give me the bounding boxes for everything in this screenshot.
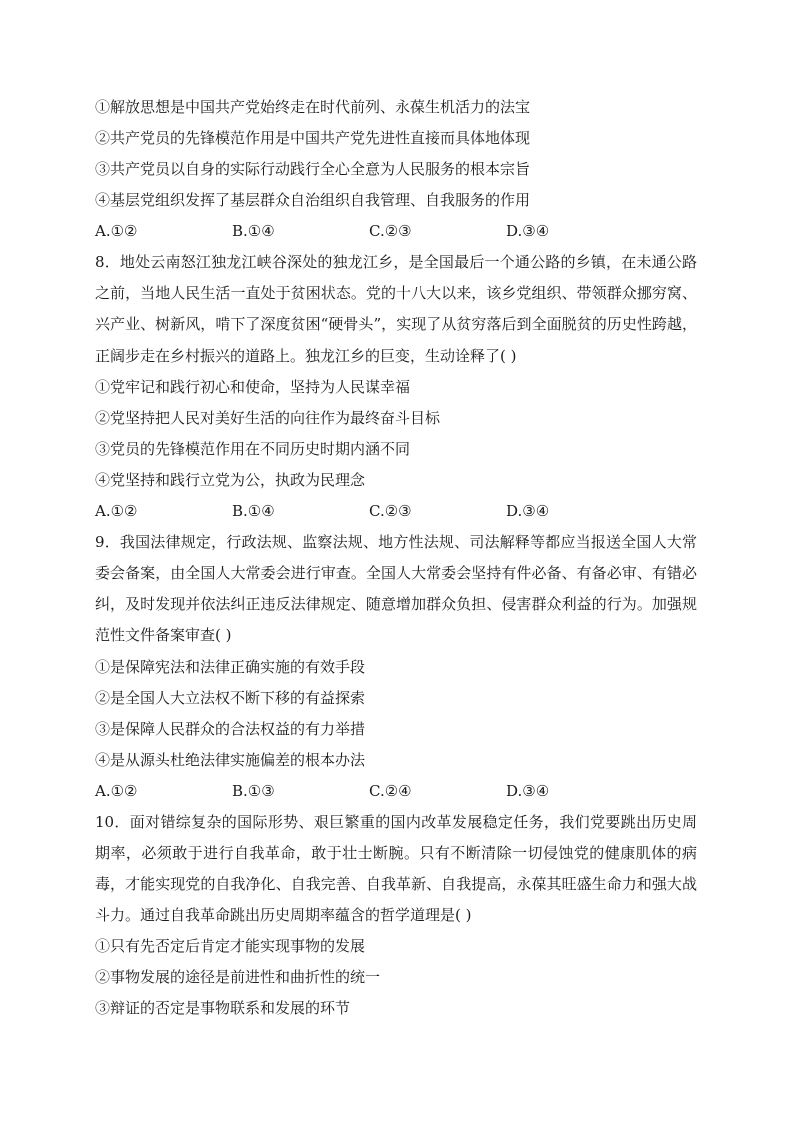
q8-stem: 8．地处云南怒江独龙江峡谷深处的独龙江乡，是全国最后一个通公路的乡镇，在未通公路之前，当地人民生活一直处于贫困状态。党的十八大以来，该乡党组织、带领群众挪穷窝、兴产业、树新风，啃下了深度贫困“硬骨头”，实现了从贫穷落后到全面脱贫的历史性跨越，正阔步走在乡村振兴的道路上。独龙江乡的巨变，生动诠释了( ) bbox=[95, 253, 697, 365]
q7-option-3: ③共产党员以自身的实际行动践行全心全意为人民服务的根本宗旨 bbox=[95, 160, 531, 178]
q7-choices bbox=[95, 216, 697, 247]
q10-option-2: ②事物发展的途径是前进性和曲折性的统一 bbox=[95, 968, 381, 987]
q9-choices bbox=[95, 776, 697, 807]
q8-choice-b: B.①④ bbox=[232, 501, 275, 520]
q7-choice-a: A.①② bbox=[95, 222, 138, 240]
q9-option-4: ④是从源头杜绝法律实施偏差的根本办法 bbox=[95, 750, 366, 769]
q9-choice-c: C.②④ bbox=[369, 781, 412, 800]
q10-option-3: ③辩证的否定是事物联系和发展的环节 bbox=[95, 999, 351, 1018]
q9-choice-b: B.①③ bbox=[232, 781, 275, 800]
q8-option-2: ②党坚持把人民对美好生活的向往作为最终奋斗目标 bbox=[95, 408, 441, 427]
question-8 bbox=[95, 247, 697, 527]
q7-option-1: ①解放思想是中国共产党始终走在时代前列、永葆生机活力的法宝 bbox=[95, 98, 531, 116]
q9-option-2: ②是全国人大立法权不断下移的有益探索 bbox=[95, 688, 366, 707]
q10-option-1: ①只有先否定后肯定才能实现事物的发展 bbox=[95, 937, 366, 956]
q7-choice-b: B.①④ bbox=[232, 222, 275, 240]
q8-choice-d: D.③④ bbox=[506, 501, 550, 520]
q7-choice-c: C.②③ bbox=[369, 222, 412, 240]
q7-option-2: ②共产党员的先锋模范作用是中国共产党先进性直接而具体地体现 bbox=[95, 129, 531, 147]
question-9 bbox=[95, 527, 697, 807]
q9-choice-d: D.③④ bbox=[506, 781, 550, 800]
q8-option-1: ①党牢记和践行初心和使命，坚持为人民谋幸福 bbox=[95, 377, 411, 396]
q8-option-4: ④党坚持和践行立党为公，执政为民理念 bbox=[95, 470, 366, 489]
q8-choices bbox=[95, 496, 697, 527]
exam-page bbox=[95, 92, 697, 1024]
q8-choice-a: A.①② bbox=[95, 501, 138, 520]
q7-option-4: ④基层党组织发挥了基层群众自治组织自我管理、自我服务的作用 bbox=[95, 191, 531, 209]
q9-option-1: ①是保障宪法和法律正确实施的有效手段 bbox=[95, 657, 366, 676]
q9-choice-a: A.①② bbox=[95, 781, 138, 800]
q7-choice-d: D.③④ bbox=[506, 222, 550, 240]
q9-option-3: ③是保障人民群众的合法权益的有力举措 bbox=[95, 719, 366, 738]
q8-choice-c: C.②③ bbox=[369, 501, 412, 520]
q9-stem: 9．我国法律规定，行政法规、监察法规、地方性法规、司法解释等都应当报送全国人大常委会备案，由全国人大常委会进行审查。全国人大常委会坚持有件必备、有备必审、有错必纠，及时发现并依法纠正违反法律规定、随意增加群众负担、侵害群众利益的行为。加强规范性文件备案审查( ) bbox=[95, 532, 697, 645]
question-7 bbox=[95, 92, 697, 247]
question-10 bbox=[95, 807, 697, 1025]
q10-stem: 10．面对错综复杂的国际形势、艰巨繁重的国内改革发展稳定任务，我们党要跳出历史周期率，必须敢于进行自我革命，敢于壮士断腕。只有不断清除一切侵蚀党的健康肌体的病毒，才能实现党的自我净化、自我完善、自我革新、自我提高，永葆其旺盛生命力和强大战斗力。通过自我革命跳出历史周期率蕴含的哲学道理是( ) bbox=[95, 812, 697, 925]
q8-option-3: ③党员的先锋模范作用在不同历史时期内涵不同 bbox=[95, 439, 411, 458]
